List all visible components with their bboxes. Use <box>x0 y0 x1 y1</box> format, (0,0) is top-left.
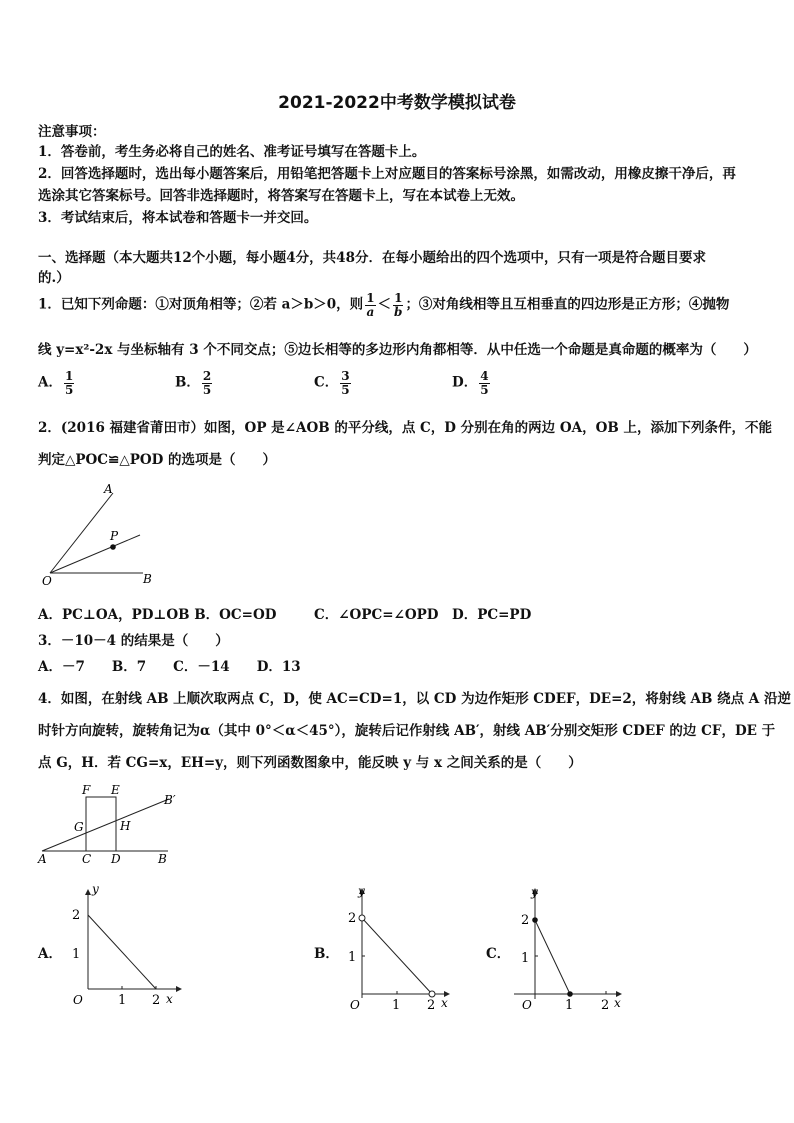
label-c: C <box>82 852 92 866</box>
point-p <box>110 544 116 550</box>
label-a: A <box>38 852 47 866</box>
graph-line <box>535 920 570 994</box>
label-b-prime: B′ <box>164 793 176 807</box>
q1-text: 1．已知下列命题：①对顶角相等；②若 a＞b＞0，则 $\frac{1}{a}$ ＜ $\frac{1}{b}$ ；③对角线相等且互相垂直的四边形是正方形；④抛物 <box>38 291 730 319</box>
q4-text-line3: 点 G，H．若 CG=x，EH=y，则下列函数图象中，能反映 y 与 x 之间关系的是（ ） <box>38 755 582 771</box>
label-h: H <box>120 819 131 833</box>
q1-option-d: D． $\frac{4}{5}$ <box>452 369 489 397</box>
label-d: D <box>111 852 121 866</box>
q2-option-d: D．PC=PD <box>452 607 532 623</box>
q1-text-line2: 线 y=x²-2x 与坐标轴有 3 个不同交点；⑤边长相等的多边形内角都相等．从中任选一个命题是真命题的概率为（ ） <box>38 342 757 358</box>
label-o: O <box>42 574 52 588</box>
notes-heading: 注意事项： <box>38 124 106 140</box>
ray-oa <box>50 493 113 573</box>
q4-text: 4．如图，在射线 AB 上顺次取两点 C，D，使 AC=CD=1，以 CD 为边作矩形 CDEF，DE=2，将射线 AB 绕点 A 沿逆 <box>38 691 791 707</box>
tick-x2: 2 <box>427 998 436 1012</box>
y-label: y <box>531 885 538 899</box>
q3-options: A．－7 B．7 C．－14 D．13 <box>38 659 301 675</box>
tick-x2: 2 <box>601 998 610 1012</box>
q4-graph-b <box>334 882 459 1012</box>
notes-item: 3．考试结束后，将本试卷和答题卡一并交回。 <box>38 210 318 226</box>
fraction: $\frac{1}{b}$ <box>394 291 403 319</box>
closed-point <box>567 991 573 997</box>
tick-y1: 1 <box>348 950 357 965</box>
q2-option-c: C．∠OPC=∠OPD <box>314 607 439 623</box>
x-label: x <box>441 996 448 1010</box>
notes-item: 2．回答选择题时，选出每小题答案后，用铅笔把答题卡上对应题目的答案标号涂黑，如需改动，用橡皮擦干净后，再 <box>38 166 736 182</box>
label-p: P <box>110 529 119 543</box>
tick-x2: 2 <box>152 993 161 1008</box>
section-heading: 一、选择题（本大题共12个小题，每小题4分，共48分．在每小题给出的四个选项中，只有一项是符合题目要求 <box>38 250 706 266</box>
y-axis-arrow <box>85 889 91 895</box>
x-label: x <box>614 996 621 1010</box>
tick-y1: 1 <box>521 951 530 966</box>
graph-line <box>88 915 156 989</box>
y-label: y <box>358 884 365 898</box>
tick-x1: 1 <box>118 993 127 1008</box>
q3-text: 3．－10－4 的结果是（ ） <box>38 633 229 649</box>
notes-item: 选涂其它答案标号。回答非选择题时，将答案写在答题卡上，写在本试卷上无效。 <box>38 188 524 204</box>
q2-options-ab: A．PC⊥OA，PD⊥OB B．OC=OD <box>38 607 277 623</box>
y-label: y <box>92 882 99 896</box>
label-b: B <box>158 852 167 866</box>
q1-option-a: A． $\frac{1}{5}$ <box>38 369 74 397</box>
x-label: x <box>166 992 173 1006</box>
q1-option-b: B． $\frac{2}{5}$ <box>175 369 212 397</box>
notes-item: 1．答卷前，考生务必将自己的姓名、准考证号填写在答题卡上。 <box>38 144 426 160</box>
section-heading-cont: 的.） <box>38 270 70 286</box>
tick-x1: 1 <box>392 998 401 1012</box>
label-b: B <box>143 572 152 586</box>
ray-ab-prime <box>42 799 169 851</box>
q2-text: 2．(2016 福建省莆田市）如图，OP 是∠AOB 的平分线，点 C，D 分别在角的两边 OA，OB 上，添加下列条件，不能 <box>38 420 772 436</box>
open-point <box>429 991 435 997</box>
graph-line <box>362 918 432 994</box>
rectangle-cdef <box>86 797 116 851</box>
q4-option-b-label: B． <box>314 946 339 962</box>
fraction: $\frac{1}{a}$ <box>366 291 375 319</box>
q4-graph-c <box>508 882 633 1012</box>
label-a: A <box>104 482 113 496</box>
label-f: F <box>82 783 91 797</box>
tick-y2: 2 <box>348 911 357 926</box>
q4-option-c-label: C． <box>486 946 511 962</box>
q2-text-line2: 判定△POC≌△POD 的选项是（ ） <box>38 452 277 468</box>
open-point <box>359 915 365 921</box>
label-g: G <box>74 820 84 834</box>
label-e: E <box>111 783 120 797</box>
q1-option-c: C． $\frac{3}{5}$ <box>314 369 350 397</box>
q4-text-line2: 时针方向旋转，旋转角记为α（其中 0°＜α＜45°），旋转后记作射线 AB′，射线 AB′分别交矩形 CDEF 的边 CF，DE 于 <box>38 723 776 739</box>
closed-point <box>532 917 538 923</box>
x-axis-arrow <box>176 986 182 992</box>
q4-rectangle-figure <box>36 780 186 870</box>
origin-label: O <box>522 998 532 1012</box>
q4-option-a-label: A． <box>38 946 62 962</box>
tick-y2: 2 <box>521 913 530 928</box>
q2-angle-figure <box>38 478 168 588</box>
origin-label: O <box>350 998 360 1012</box>
tick-y2: 2 <box>72 908 81 923</box>
tick-y1: 1 <box>72 947 81 962</box>
origin-label: O <box>73 993 83 1007</box>
ray-op <box>50 535 140 573</box>
page-title: 2021-2022中考数学模拟试卷 <box>278 93 516 113</box>
q4-graph-a <box>60 882 185 1012</box>
tick-x1: 1 <box>565 998 574 1012</box>
